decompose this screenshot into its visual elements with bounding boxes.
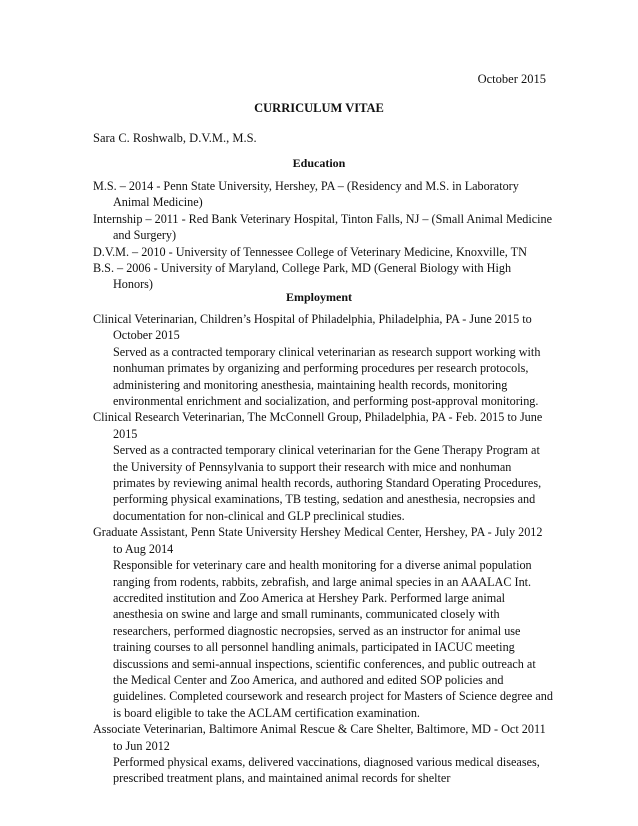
education-entry: M.S. – 2014 - Penn State University, Hershey, PA – (Residency and M.S. in Laboratory Animal Medicine)	[93, 179, 519, 210]
education-entry: Internship – 2011 - Red Bank Veterinary Hospital, Tinton Falls, NJ – (Small Animal Medicine and Surgery)	[93, 211, 553, 243]
job-title: Clinical Veterinarian, Children’s Hospital of Philadelphia, Philadelphia, PA - June 2015 to October 2015	[93, 312, 532, 343]
employment-heading: Employment	[286, 290, 352, 304]
job-title: Graduate Assistant, Penn State University Hershey Medical Center, Hershey, PA - July 2012 to Aug 2014	[93, 525, 543, 556]
education-heading: Education	[292, 156, 346, 170]
employment-section	[93, 311, 553, 787]
job-description: Responsible for veterinary care and health monitoring for a diverse animal population ranging from rodents, rabbits, zebrafish, and large animal species in an AAALAC Int. accredited institution and Zoo America at Hershey Park. Performed large animal anesthesia on swine and large and small ruminants, communicated closely with researchers, performed diagnostic necropsies, served as an instructor for animal use training courses to all personnel handling animals, participated in IACUC meeting discussions and semi-annual inspections, scientific conferences, and public outreach at the Medical Center and Zoo America, and authored and edited SOP policies and guidelines. Completed coursework and research project for Masters of Science degree and is board eligible to take the ACLAM certification examination.	[113, 558, 553, 720]
education-entry: B.S. – 2006 - University of Maryland, College Park, MD (General Biology with High Honors)	[93, 261, 512, 292]
education-section	[93, 178, 553, 293]
author-name: Sara C. Roshwalb, D.V.M., M.S.	[93, 131, 257, 145]
document-date: October 2015	[477, 72, 546, 86]
job-description: Served as a contracted temporary clinical veterinarian for the Gene Therapy Program at the University of Pennsylvania to support their research with mice and nonhuman primates by reviewing animal health records, authoring Standard Operating Procedures, performing physical examinations, TB testing, sedation and anesthesia, necropsies and documentation for non-clinical and GLP preclinical studies.	[113, 443, 542, 523]
job-title: Clinical Research Veterinarian, The McConnell Group, Philadelphia, PA - Feb. 2015 to June 2015	[93, 410, 543, 441]
job-description: Performed physical exams, delivered vaccinations, diagnosed various medical diseases, prescribed treatment plans, and maintained animal records for shelter	[113, 754, 540, 786]
education-entry: D.V.M. – 2010 - University of Tennessee College of Veterinary Medicine, Knoxville, TN	[93, 244, 527, 259]
document-title: CURRICULUM VITAE	[254, 101, 384, 115]
job-title: Associate Veterinarian, Baltimore Animal Rescue & Care Shelter, Baltimore, MD - Oct 2011 to Jun 2012	[93, 722, 546, 753]
job-description: Served as a contracted temporary clinical veterinarian as research support working with nonhuman primates by organizing and performing procedures per research protocols, administering and monitoring anesthesia, maintaining health records, monitoring environmental enrichment and socialization, and performing post-approval monitoring.	[113, 344, 541, 409]
